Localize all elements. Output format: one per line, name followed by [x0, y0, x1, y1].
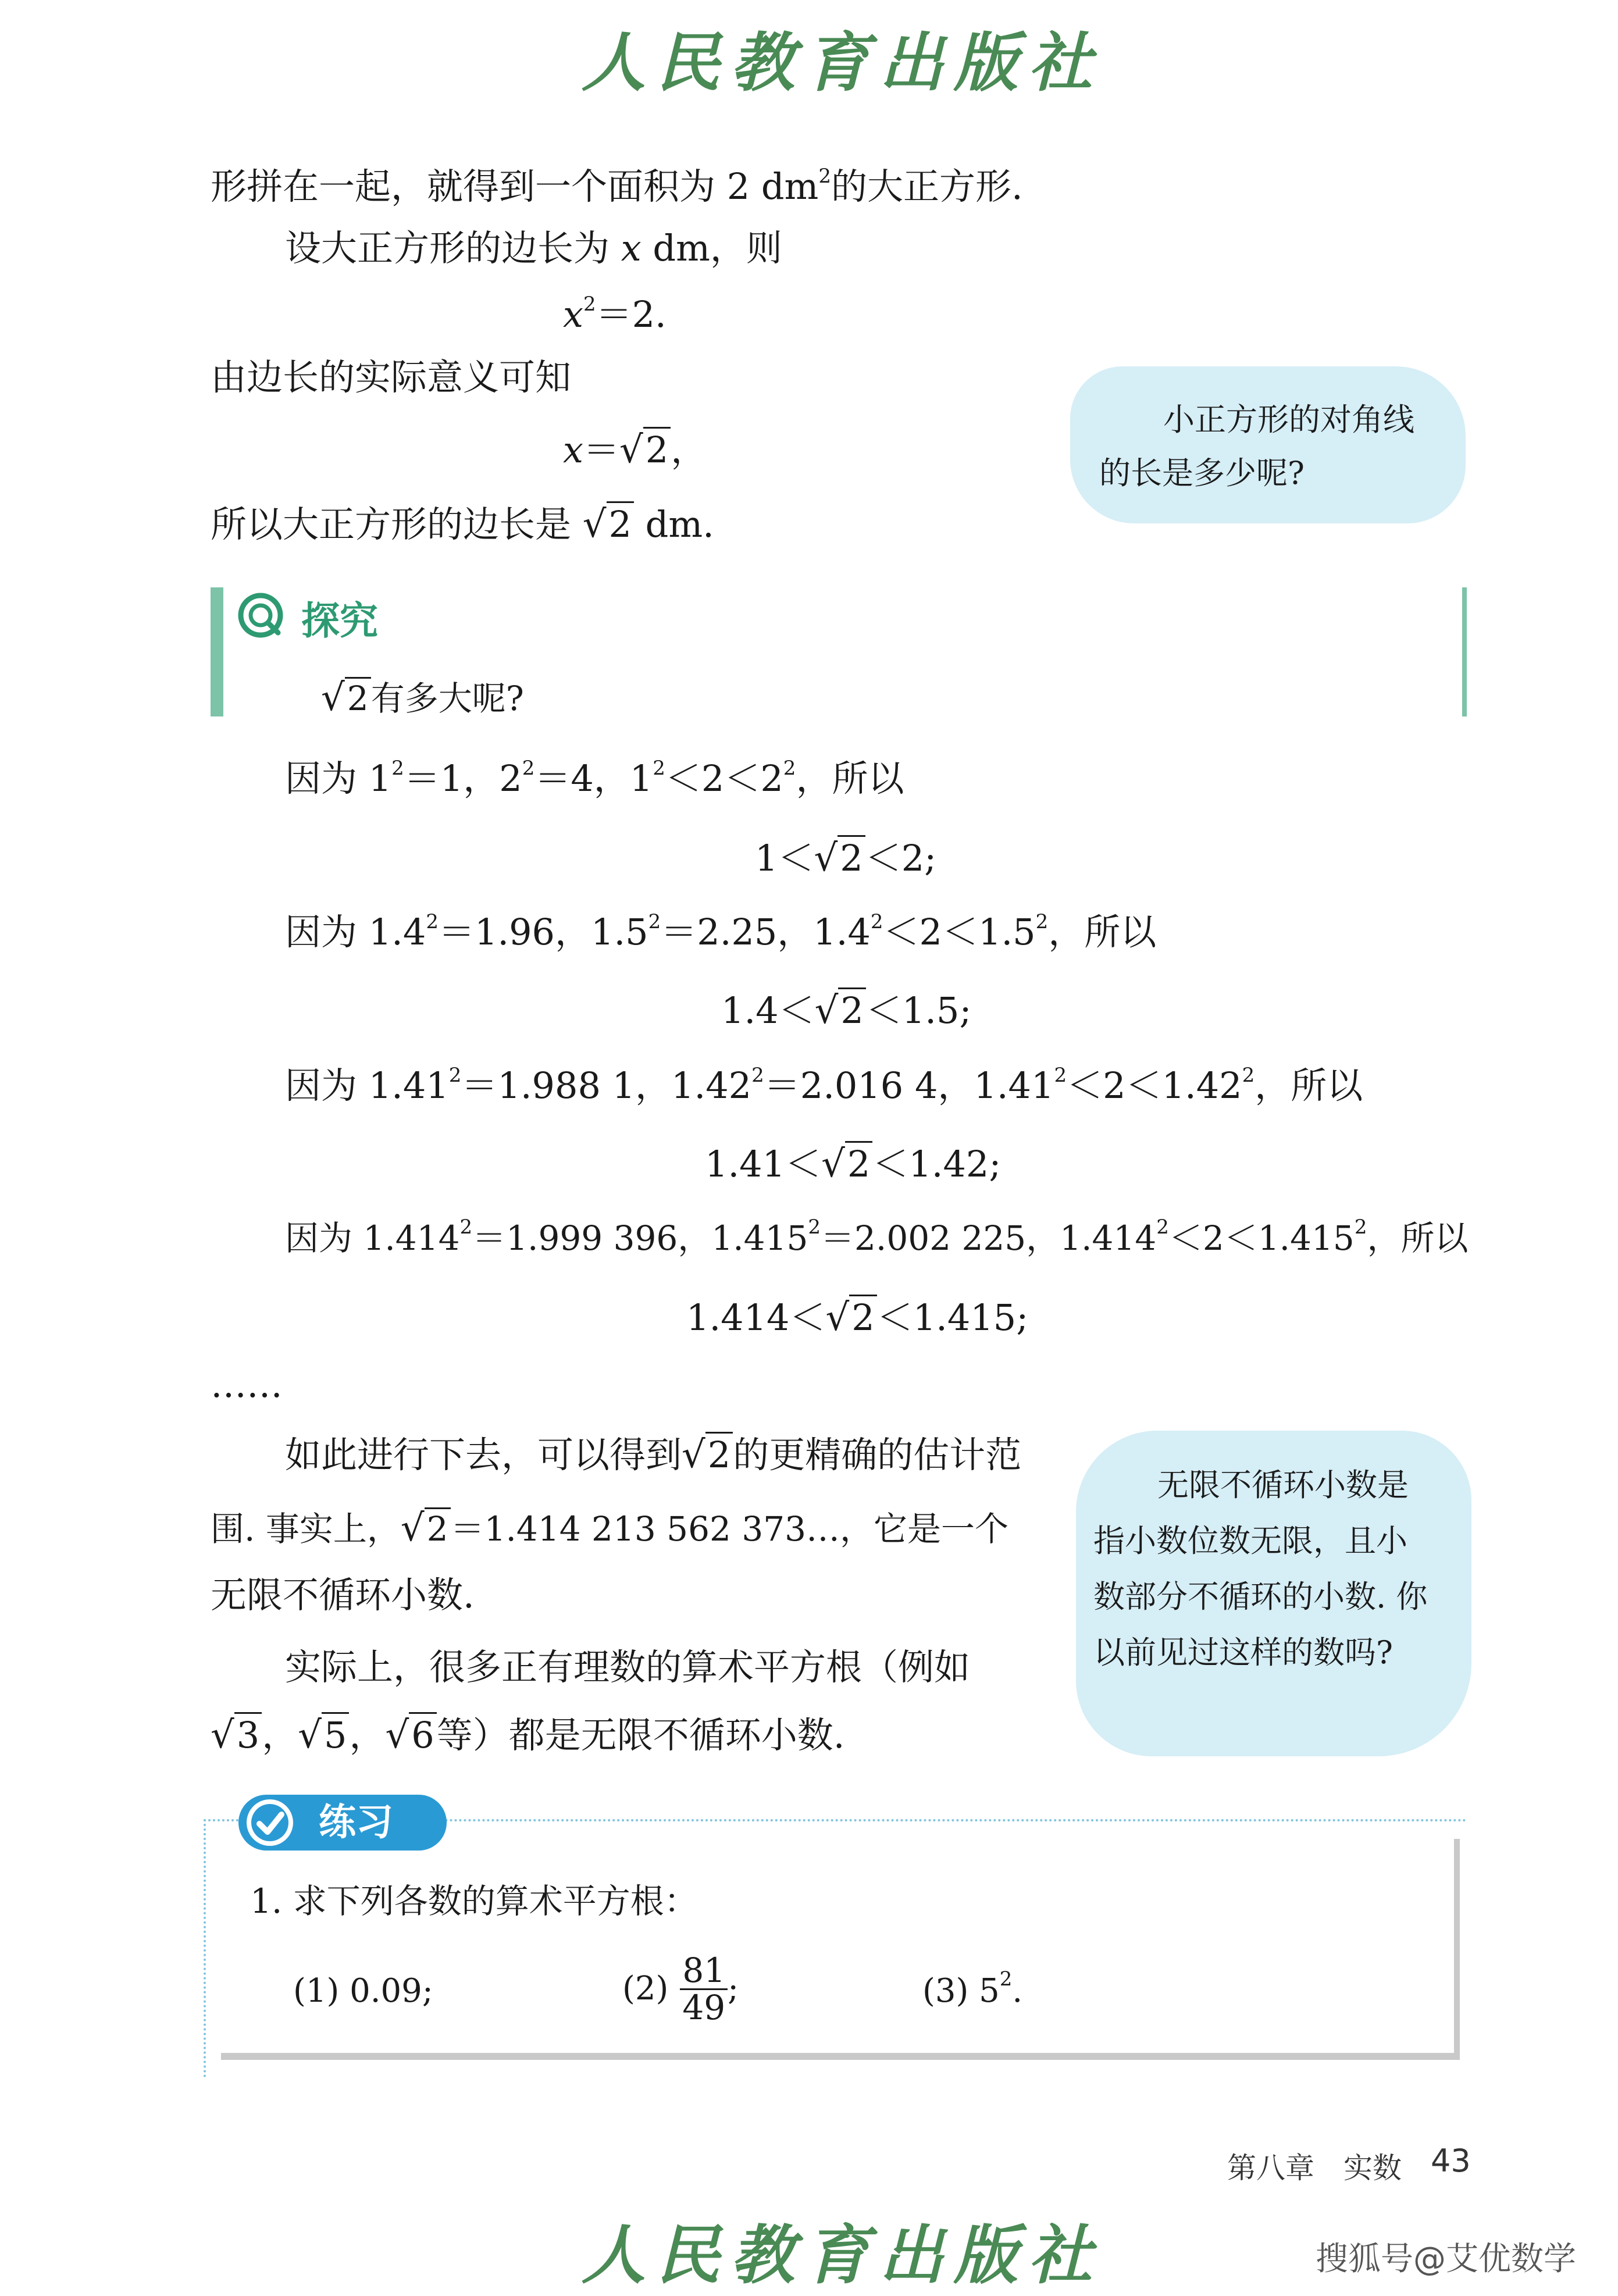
- superscript: 2: [391, 757, 404, 780]
- text-fragment: ＜1.415;: [876, 1296, 1029, 1339]
- para2-line-2: [211, 1714, 845, 1757]
- step-result-3: [705, 1143, 1002, 1186]
- text-fragment: dm，则: [641, 227, 782, 269]
- text-fragment: 如此进行下去，可以得到: [285, 1434, 682, 1476]
- practice-question-1: 1. 求下列各数的算术平方根：: [250, 1881, 698, 1921]
- radical-sign: √: [821, 1143, 845, 1186]
- text-fragment: ＝1.96，1.5: [438, 911, 648, 953]
- text-fragment: 因为 1: [285, 757, 392, 800]
- text-fragment: 的大正方形.: [831, 165, 1023, 208]
- radicand: 2: [845, 1141, 872, 1185]
- radical-sign: √: [619, 429, 643, 472]
- explore-title: 探究: [301, 598, 378, 643]
- radical-sign: √: [298, 1714, 322, 1757]
- radical-sign: √: [211, 1714, 234, 1757]
- radical-sign: √: [582, 503, 607, 546]
- text-fragment: ＜2;: [865, 837, 937, 879]
- text-fragment: ＝4，1: [534, 757, 653, 800]
- text-fragment: ＜2＜1.415: [1168, 1218, 1355, 1258]
- text-fragment: ＜1.5;: [865, 989, 972, 1032]
- sqrt-5: [298, 1714, 349, 1757]
- superscript: 2: [522, 757, 535, 780]
- equation-x-squared: [563, 293, 667, 336]
- text-fragment: 1.41＜: [705, 1143, 822, 1185]
- step-line-3: [285, 1064, 1363, 1107]
- explore-left-bar: [211, 587, 223, 716]
- text-fragment: 1.414＜: [686, 1296, 826, 1339]
- text-fragment: 因为 1.41: [285, 1064, 449, 1107]
- fraction-81-49: [680, 1953, 728, 2026]
- variable-x: x: [563, 293, 583, 336]
- radical-sign: √: [814, 837, 838, 880]
- text-fragment: ＝2.002 225，1.414: [821, 1218, 1157, 1258]
- text-fragment: ＝2.25，1.4: [661, 911, 871, 953]
- text-fragment: 因为 1.414: [285, 1218, 460, 1258]
- text-fragment: (3) 5: [922, 1972, 1000, 2010]
- practice-option-1: (1) 0.09;: [293, 1972, 433, 2010]
- radicand: 2: [643, 427, 671, 471]
- superscript: 2: [870, 910, 883, 933]
- text-line-2: [285, 227, 782, 269]
- text-fragment: ＝: [583, 429, 619, 471]
- text-fragment: .: [1012, 1972, 1023, 2010]
- text-fragment: 围. 事实上，: [211, 1509, 401, 1549]
- text-fragment: 1.4＜: [721, 989, 815, 1032]
- text-fragment: 因为 1.4: [285, 911, 426, 953]
- text-fragment: 等）都是无限不循环小数.: [436, 1714, 845, 1756]
- publisher-logo-bottom: 人民教育出版社: [582, 2217, 1103, 2293]
- sqrt-2: [582, 503, 634, 546]
- text-fragment: 1＜: [755, 837, 814, 879]
- step-line-2: [285, 910, 1157, 953]
- para1-line-1: [285, 1434, 1022, 1477]
- equation-x-sqrt2: [563, 429, 707, 472]
- sqrt-6: [385, 1714, 437, 1757]
- note-line-2: 的长是多少呢?: [1099, 455, 1305, 491]
- para2-line-1: 实际上，很多正有理数的算术平方根（例如: [285, 1646, 971, 1688]
- radical-sign: √: [825, 1296, 850, 1339]
- sqrt-2: [400, 1507, 451, 1550]
- page-number: 43: [1431, 2142, 1471, 2179]
- explore-icon: [237, 592, 284, 639]
- text-fragment: ＜2＜2: [665, 757, 783, 800]
- text-fragment: 设大正方形的边长为: [285, 227, 621, 269]
- radicand: 6: [409, 1712, 436, 1756]
- superscript: 2: [818, 165, 831, 188]
- text-fragment: ＜2＜1.42: [1067, 1064, 1242, 1107]
- step-result-2: [721, 989, 972, 1032]
- text-fragment: ＝1，2: [404, 757, 522, 800]
- text-fragment: ＜2＜1.5: [883, 911, 1036, 953]
- radicand: 2: [705, 1432, 733, 1476]
- radicand: 3: [234, 1712, 262, 1756]
- superscript: 2: [783, 757, 796, 780]
- sqrt-2: [619, 429, 671, 472]
- radicand: 2: [838, 987, 865, 1032]
- text-fragment: ＜1.42;: [872, 1143, 1002, 1185]
- practice-option-2: [622, 1953, 739, 2026]
- watermark: 搜狐号@艾优数学: [1316, 2240, 1576, 2278]
- sqrt-2: [821, 1143, 872, 1186]
- radical-sign: √: [400, 1507, 425, 1550]
- text-fragment: 所以大正方形的边长是: [211, 503, 583, 546]
- note-line-1: 小正方形的对角线: [1163, 401, 1414, 438]
- sqrt-2: [321, 676, 371, 719]
- chapter-label: 第八章 实数: [1227, 2151, 1402, 2185]
- text-fragment: ，: [349, 1714, 386, 1756]
- text-fragment: ，: [671, 429, 707, 471]
- text-fragment: ，所以: [796, 757, 904, 800]
- explore-question: [321, 676, 524, 719]
- superscript: 2: [583, 293, 596, 316]
- superscript: 2: [1242, 1064, 1255, 1087]
- text-line-3: 由边长的实际意义可知: [211, 356, 572, 398]
- radical-sign: √: [385, 1714, 409, 1757]
- sqrt-2: [682, 1434, 733, 1477]
- radicand: 2: [607, 501, 634, 546]
- superscript: 2: [426, 910, 439, 933]
- text-fragment: ＝2.: [596, 293, 667, 336]
- practice-title: 练习: [319, 1801, 393, 1844]
- text-fragment: ;: [728, 1970, 739, 2008]
- text-fragment: ＝1.999 396，1.415: [472, 1218, 808, 1258]
- radicand: 5: [322, 1712, 349, 1756]
- radical-sign: √: [682, 1434, 705, 1477]
- variable-x: x: [563, 429, 583, 471]
- step-line-1: [285, 757, 904, 800]
- text-fragment: dm.: [633, 503, 714, 546]
- superscript: 2: [653, 757, 665, 780]
- ellipsis: ……: [211, 1363, 283, 1406]
- sqrt-3: [211, 1714, 262, 1757]
- text-fragment: ，所以: [1367, 1218, 1469, 1258]
- practice-card: [215, 1832, 1454, 2053]
- publisher-logo-top: 人民教育出版社: [582, 25, 1103, 100]
- radicand: 2: [837, 835, 865, 879]
- superscript: 2: [751, 1064, 764, 1087]
- step-line-4: [285, 1215, 1469, 1258]
- text-fragment: 的更精确的估计范: [733, 1434, 1022, 1476]
- superscript: 2: [1354, 1215, 1367, 1239]
- denominator: 49: [682, 1987, 726, 2027]
- para1-line-2: [211, 1507, 1009, 1550]
- sqrt-2: [814, 989, 866, 1032]
- note-line-3: 数部分不循环的小数. 你: [1093, 1578, 1428, 1615]
- text-fragment: 有多大呢?: [370, 679, 524, 718]
- superscript: 2: [1156, 1215, 1169, 1239]
- text-line-1: [211, 165, 1023, 208]
- para1-line-3: 无限不循环小数.: [211, 1574, 475, 1616]
- text-fragment: ，所以: [1255, 1064, 1363, 1107]
- superscript: 2: [1054, 1064, 1067, 1087]
- note-line-1: 无限不循环小数是: [1157, 1467, 1409, 1503]
- text-line-4: [211, 503, 714, 546]
- step-result-1: [755, 837, 937, 880]
- radical-sign: √: [321, 676, 345, 719]
- sqrt-2: [825, 1296, 877, 1339]
- numerator: 81: [680, 1953, 728, 1990]
- sqrt-2: [814, 837, 865, 880]
- text-fragment: ＝1.414 213 562 373…，它是一个: [450, 1509, 1009, 1549]
- variable-x: x: [621, 227, 642, 269]
- option-label: (2): [622, 1970, 669, 2008]
- text-fragment: ＝2.016 4，1.41: [764, 1064, 1054, 1107]
- text-fragment: ，所以: [1048, 911, 1157, 953]
- radical-sign: √: [814, 989, 839, 1032]
- radicand: 2: [849, 1295, 876, 1339]
- note-line-4: 以前见过这样的数吗?: [1093, 1634, 1393, 1671]
- text-fragment: ＝1.988 1，1.42: [461, 1064, 752, 1107]
- explore-right-bar: [1462, 587, 1467, 716]
- superscript: 2: [448, 1064, 462, 1087]
- superscript: 2: [648, 910, 661, 933]
- radicand: 2: [345, 677, 371, 718]
- step-result-4: [686, 1296, 1029, 1339]
- superscript: 2: [999, 1967, 1013, 1991]
- superscript: 2: [1035, 910, 1049, 933]
- practice-icon: [244, 1797, 295, 1848]
- radicand: 2: [425, 1507, 451, 1549]
- note-line-2: 指小数位数无限，且小: [1093, 1523, 1407, 1559]
- superscript: 2: [808, 1215, 821, 1239]
- practice-option-3: [922, 1967, 1023, 2010]
- superscript: 2: [459, 1215, 473, 1239]
- text-fragment: ，: [262, 1714, 298, 1756]
- text-fragment: 形拼在一起，就得到一个面积为 2 dm: [211, 165, 819, 208]
